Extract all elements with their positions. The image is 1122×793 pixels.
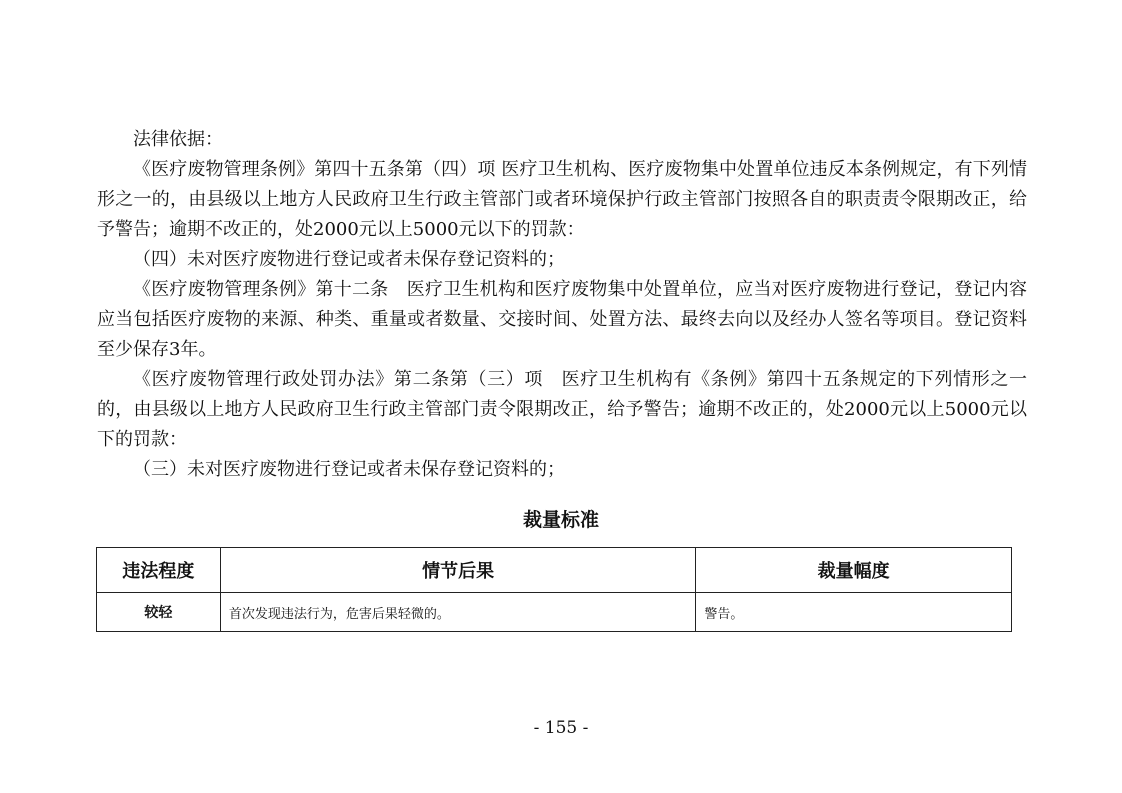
legal-basis-section <box>97 125 1027 485</box>
header-violation-degree: 违法程度 <box>97 548 221 593</box>
legal-basis-paragraph: 《医疗废物管理条例》第四十五条第（四）项 医疗卫生机构、医疗废物集中处置单位违反本条例规定，有下列情形之一的，由县级以上地方人民政府卫生行政主管部门或者环境保护行政主管部门按照各自的职责责令限期改正，给予警告；逾期不改正的，处2000元以上5000元以下的罚款： <box>97 159 1027 240</box>
legal-basis-paragraph: （四）未对医疗废物进行登记或者未保存登记资料的； <box>133 249 565 270</box>
header-circumstances: 情节后果 <box>220 548 695 593</box>
discretion-standard-table <box>96 547 1012 632</box>
cell-violation-degree: 较轻 <box>97 593 221 632</box>
cell-penalty-range: 警告。 <box>696 593 1012 632</box>
legal-basis-paragraph: （三）未对医疗废物进行登记或者未保存登记资料的； <box>133 459 565 480</box>
page-number: - 155 - <box>533 718 589 738</box>
table-header-row <box>97 548 1012 593</box>
legal-basis-paragraph: 《医疗废物管理行政处罚办法》第二条第（三）项 医疗卫生机构有《条例》第四十五条规定的下列情形之一的，由县级以上地方人民政府卫生行政主管部门责令限期改正，给予警告；逾期不改正的，处2000元以上5000元以下的罚款： <box>97 369 1027 450</box>
header-penalty-range: 裁量幅度 <box>696 548 1012 593</box>
legal-basis-paragraph: 《医疗废物管理条例》第十二条 医疗卫生机构和医疗废物集中处置单位，应当对医疗废物进行登记，登记内容应当包括医疗废物的来源、种类、重量或者数量、交接时间、处置方法、最终去向以及经办人签名等项目。登记资料至少保存3年。 <box>97 279 1027 360</box>
table-row <box>97 593 1012 632</box>
cell-circumstances: 首次发现违法行为，危害后果轻微的。 <box>220 593 695 632</box>
legal-basis-heading: 法律依据： <box>133 129 223 150</box>
table-title: 裁量标准 <box>522 509 599 531</box>
